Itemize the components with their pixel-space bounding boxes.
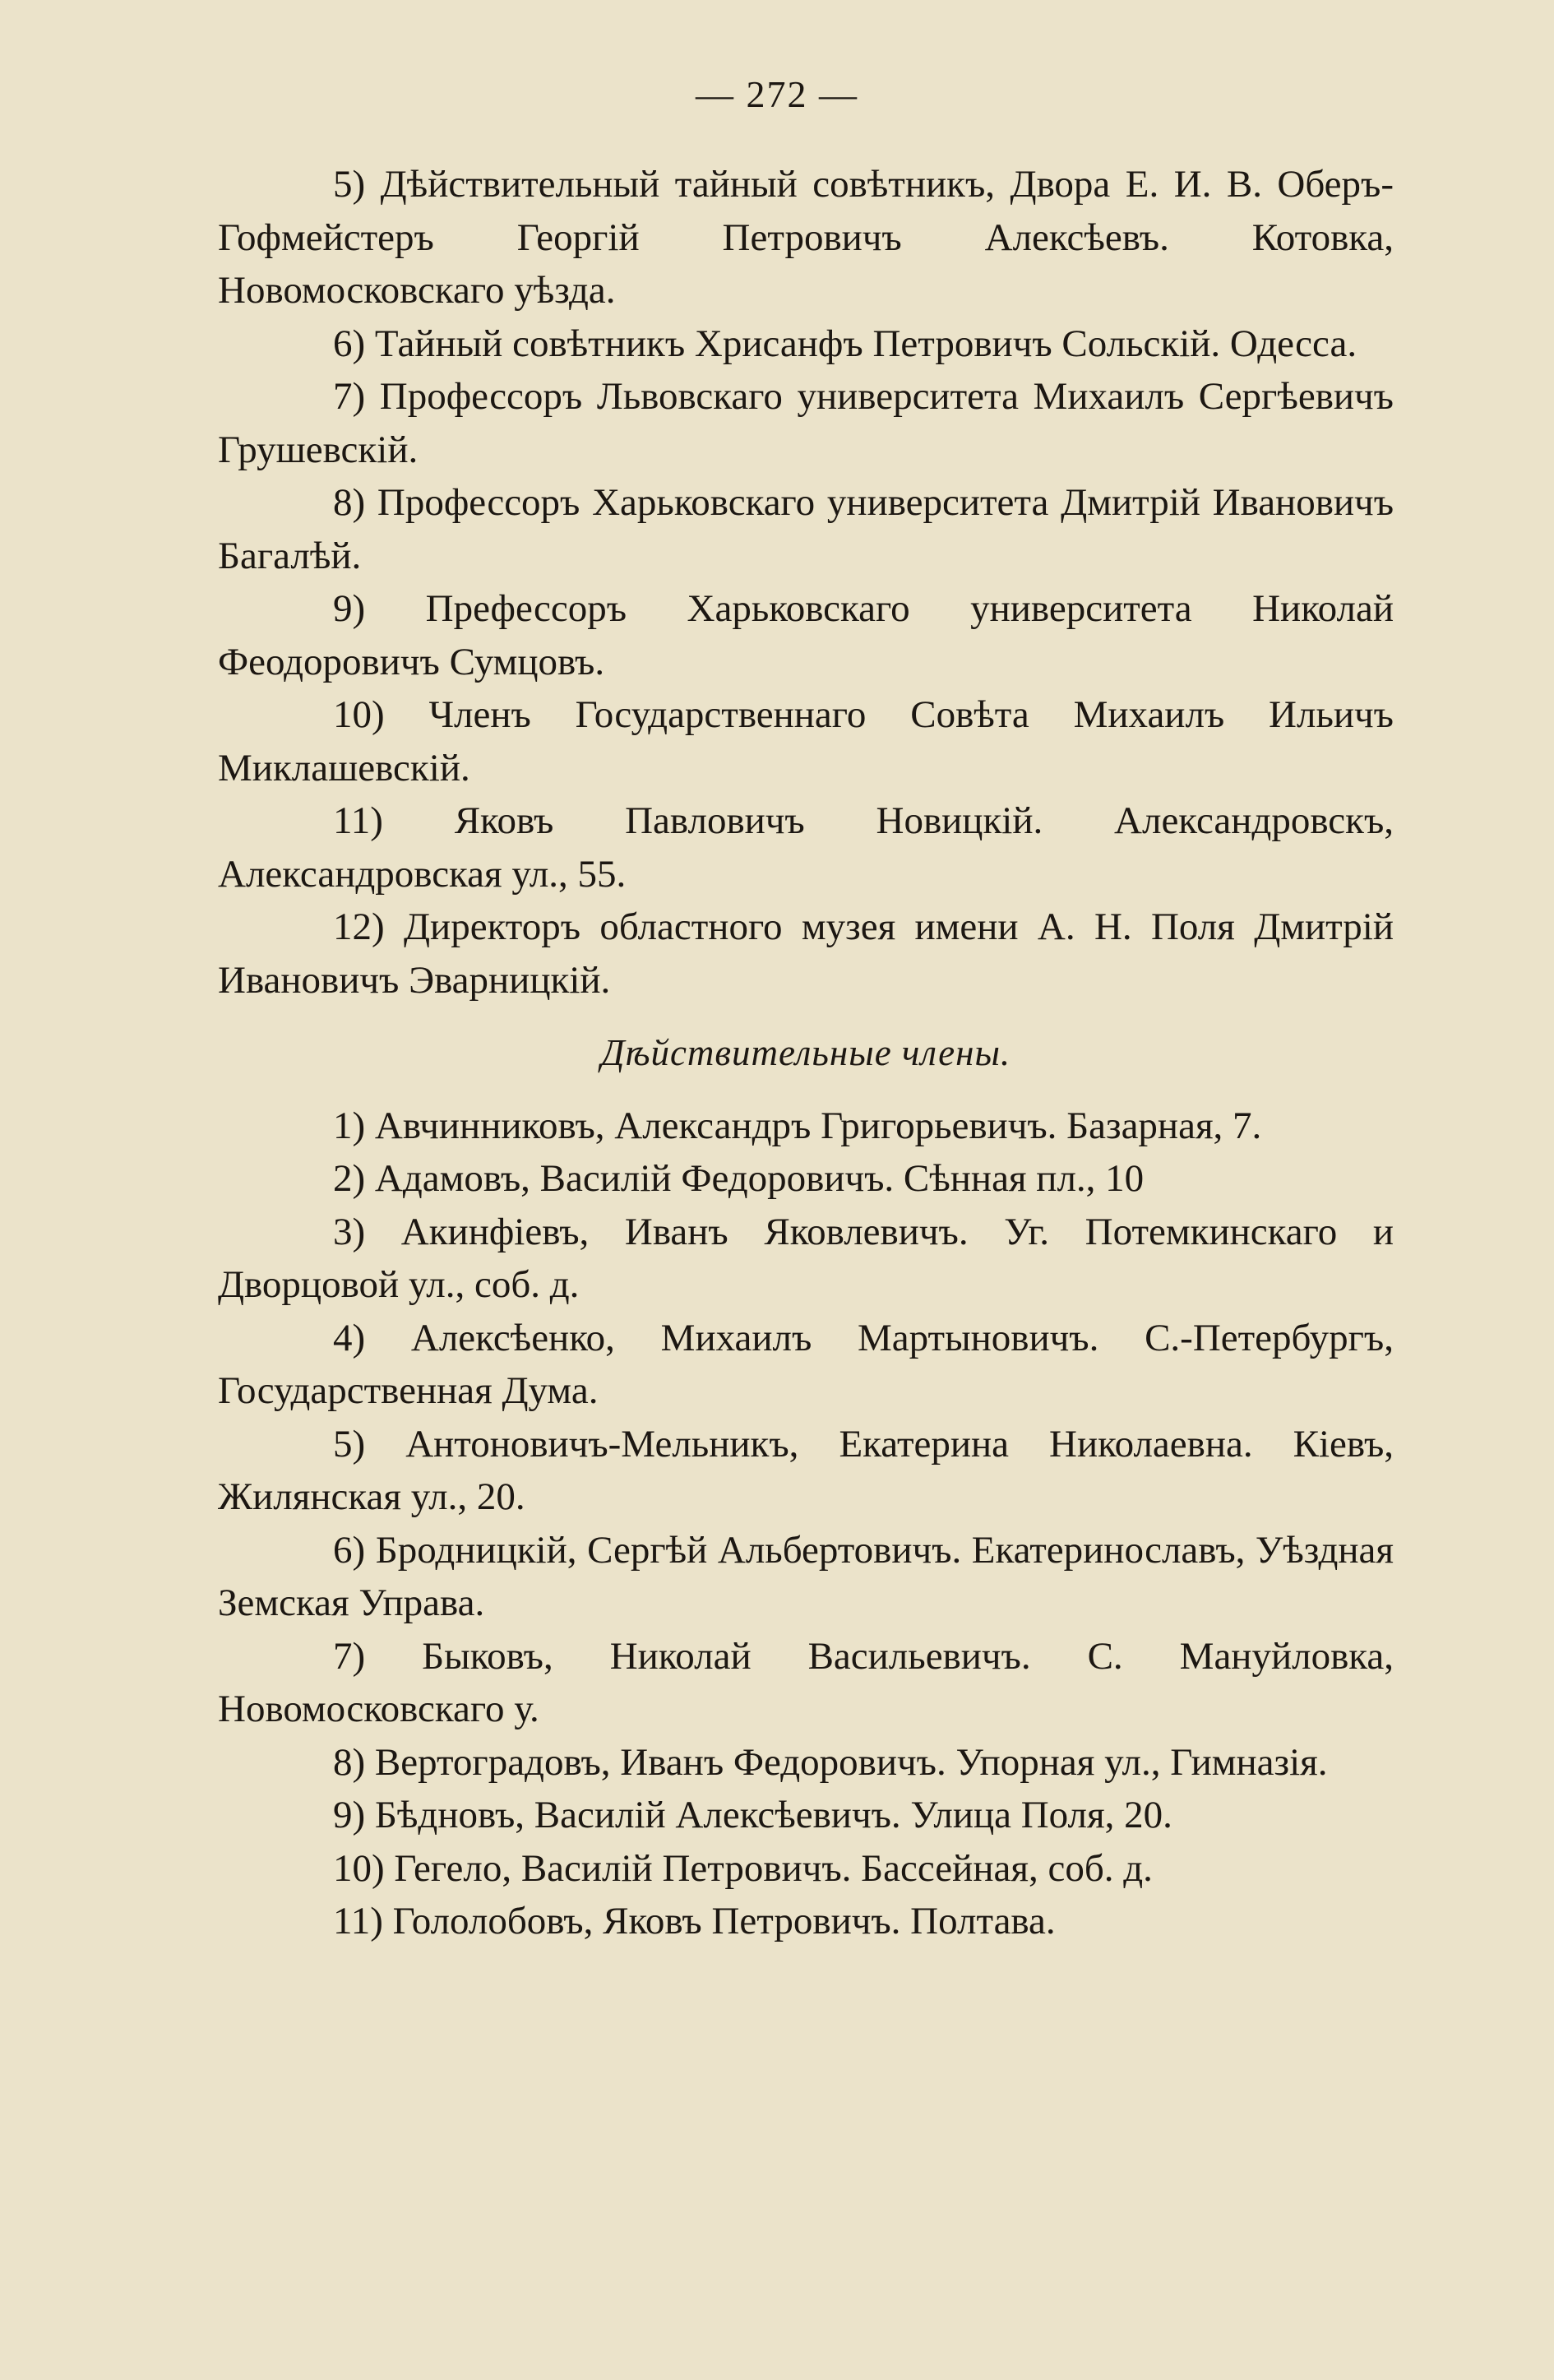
entry-7: 7) Профессоръ Львовскаго университета Михаилъ Сергѣевичъ Грушевскій.	[218, 375, 1394, 471]
entry-9: 9) Префессоръ Харьковскаго университета Николай Феодоровичъ Сумцовъ.	[218, 587, 1394, 683]
member-entry: 3) Акинфіевъ, Иванъ Яковлевичъ. Уг. Потемкинскаго и Дворцовой ул., соб. д.	[218, 1210, 1394, 1306]
member-entry: 4) Алексѣенко, Михаилъ Мартыновичъ. С.-Петербургъ, Государственная Дума.	[218, 1316, 1394, 1412]
member-entry: 8) Вертоградовъ, Иванъ Федоровичъ. Упорная ул., Гимназія.	[333, 1740, 1328, 1784]
member-entry: 1) Авчинниковъ, Александръ Григорьевичъ. Базарная, 7.	[333, 1104, 1262, 1147]
entry-8: 8) Профессоръ Харьковскаго университета Дмитрій Ивановичъ Багалѣй.	[218, 481, 1394, 577]
member-entry: 11) Гололобовъ, Яковъ Петровичъ. Полтава.	[333, 1900, 1056, 1942]
member-list	[218, 1100, 1394, 1948]
text-block	[218, 158, 1394, 1948]
entry-5: 5) Дѣйствительный тайный совѣтникъ, Двора Е. И. В. Оберъ-Гофмейстеръ Георгій Петровичъ Алексѣевъ. Котовка, Новомосковскаго уѣзда.	[218, 163, 1394, 312]
member-entry: 9) Бѣдновъ, Василій Алексѣевичъ. Улица Поля, 20.	[333, 1794, 1172, 1836]
member-entry: 2) Адамовъ, Василій Федоровичъ. Сѣнная пл., 10	[333, 1157, 1145, 1200]
entry-11: 11) Яковъ Павловичъ Новицкій. Александровскъ, Александровская ул., 55.	[218, 799, 1394, 896]
entry-6: 6) Тайный совѣтникъ Хрисанфъ Петровичъ Сольскій. Одесса.	[333, 322, 1357, 365]
section-heading: Дѣйствительные члены.	[600, 1032, 1011, 1073]
entry-10: 10) Членъ Государственнаго Совѣта Михаилъ Ильичъ Миклашевскій.	[218, 693, 1394, 789]
member-entry: 6) Бродницкій, Сергѣй Альбертовичъ. Екатеринославъ, Уѣздная Земская Управа.	[218, 1528, 1394, 1624]
member-entry: 5) Антоновичъ-Мельникъ, Екатерина Николаевна. Кіевъ, Жилянская ул., 20.	[218, 1422, 1394, 1518]
page-number: — 272 —	[696, 73, 858, 115]
member-entry: 7) Быковъ, Николай Васильевичъ. С. Мануйловка, Новомосковскаго у.	[218, 1634, 1394, 1730]
entry-12: 12) Директоръ областного музея имени А. Н. Поля Дмитрій Ивановичъ Эварницкій.	[218, 905, 1394, 1002]
member-entry: 10) Гегело, Василій Петровичъ. Бассейная, соб. д.	[333, 1846, 1153, 1890]
